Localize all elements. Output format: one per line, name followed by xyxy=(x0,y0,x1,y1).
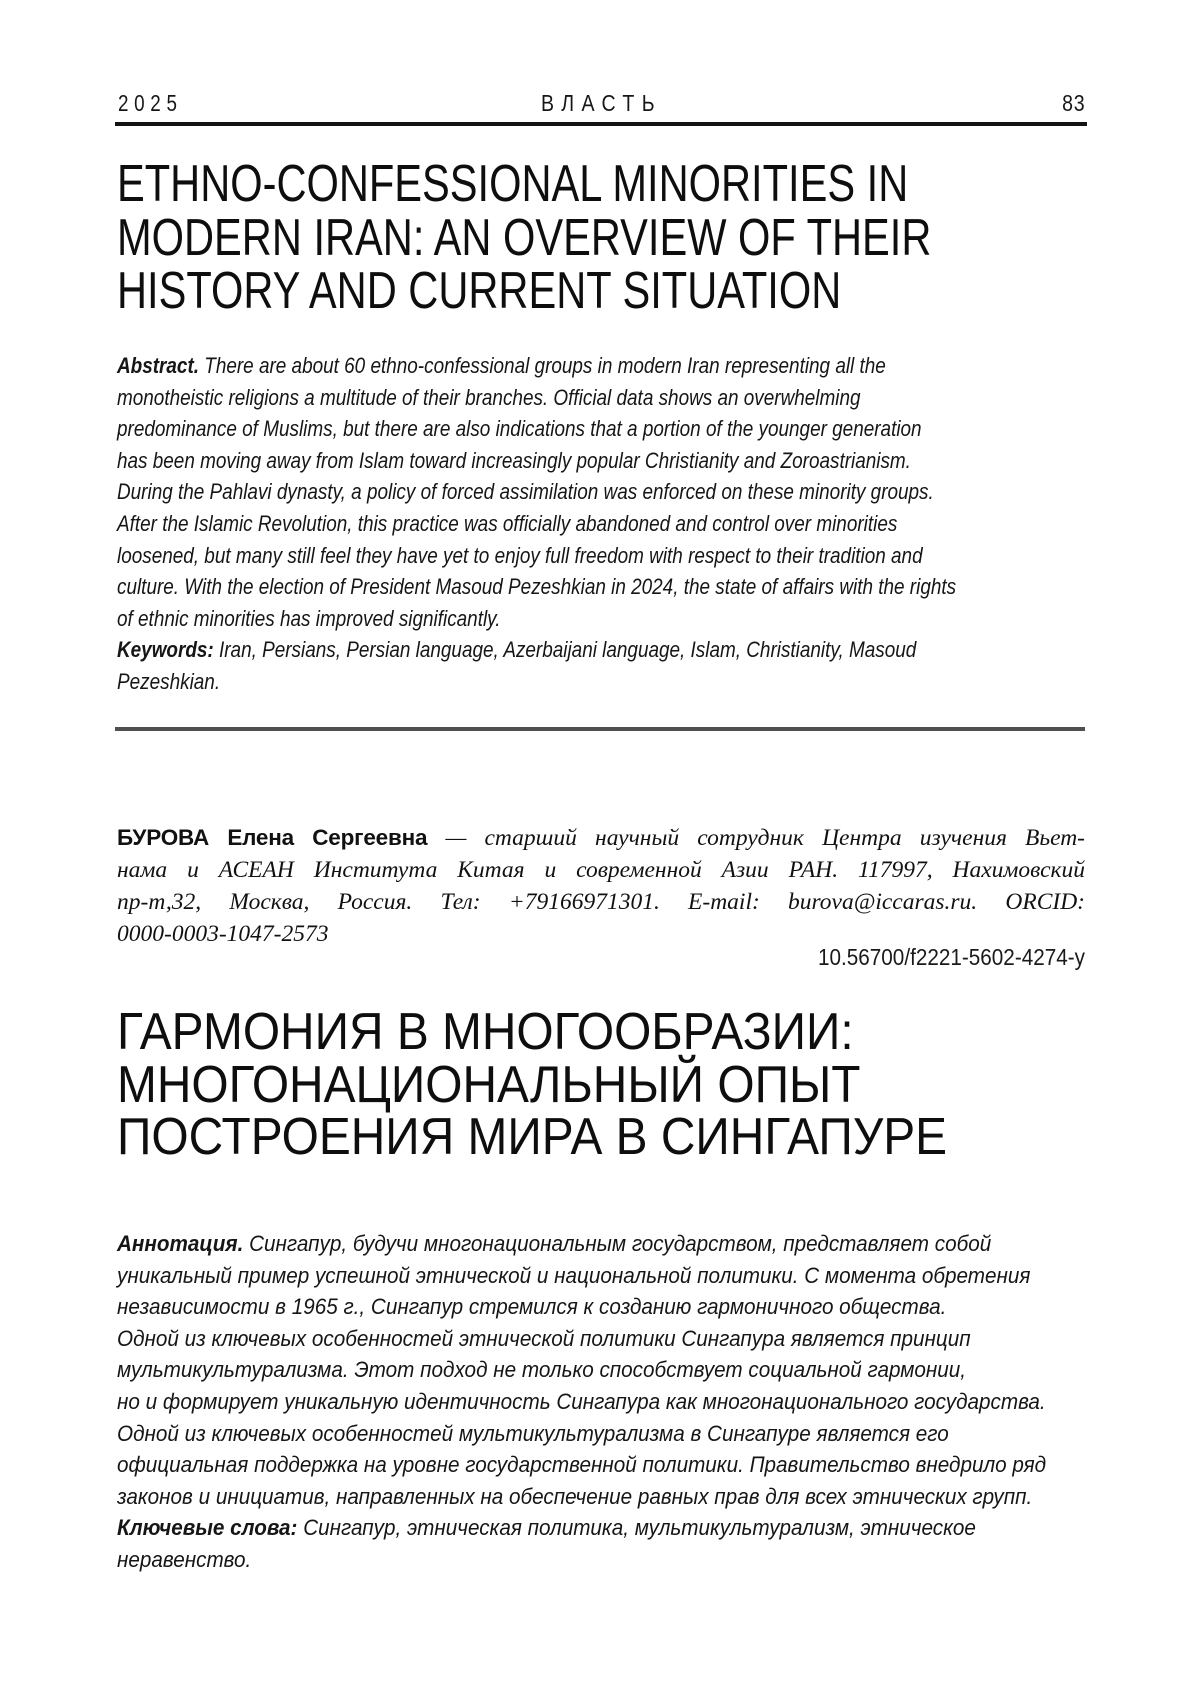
annotation-line: но и формирует уникальную идентичность Сингапура как многонационального государства. xyxy=(117,1388,1046,1414)
page-number: 83 xyxy=(1061,90,1085,116)
abstract-line: monotheistic religions a multitude of their branches. Official data shows an overwhelming xyxy=(117,384,861,410)
annotation-line: Аннотация. Сингапур, будучи многонациональным государством, представляет собой xyxy=(117,1231,992,1256)
annotation-line: Одной из ключевых особенностей мультикультурализма в Сингапуре является его xyxy=(117,1420,949,1446)
annotation-line: законов и инициатив, направленных на обеспечение равных прав для всех этнических групп. xyxy=(117,1483,1033,1509)
annotation-line: Одной из ключевых особенностей этнической политики Сингапура является принцип xyxy=(117,1325,971,1351)
running-head xyxy=(118,90,1085,120)
abstract-en xyxy=(117,350,956,698)
title-line: ETHNO-CONFESSIONAL MINORITIES IN xyxy=(117,155,909,213)
keywords-line: Keywords: Iran, Persians, Persian language, Azerbaijani language, Islam, Christianity, Masoud xyxy=(117,637,917,663)
keywords-line-ru: неравенство. xyxy=(117,1546,252,1572)
annotation-line: мультикультурализма. Этот подход не только способствует социальной гармонии, xyxy=(117,1357,967,1383)
abstract-label: Abstract. xyxy=(117,353,200,378)
article-doi: 10.56700/f2221-5602-4274-y xyxy=(817,944,1085,970)
abstract-line: predominance of Muslims, but there are also indications that a portion of the younger generation xyxy=(117,416,922,442)
keywords-line-ru: Ключевые слова: Сингапур, этническая политика, мультикультурализм, этническое xyxy=(117,1515,976,1541)
article-title-en xyxy=(117,155,932,320)
abstract-line: After the Islamic Revolution, this practice was officially abandoned and control over minorities xyxy=(117,510,898,536)
abstract-line: loosened, but many still feel they have yet to enjoy full freedom with respect to their tradition and xyxy=(117,542,923,568)
abstract-line: has been moving away from Islam toward increasingly popular Christianity and Zoroastrianism. xyxy=(117,447,911,473)
author-line: пр-т,32, Москва, Россия. Тел: +79166971301. E-mail: burova@iccaras.ru. ORCID: xyxy=(117,889,1085,915)
keywords-line: Pezeshkian. xyxy=(117,668,221,694)
author-info xyxy=(117,822,1085,950)
annotation-line: уникальный пример успешной этнической и национальной политики. С момента обретения xyxy=(117,1262,1031,1288)
keywords-label: Keywords: xyxy=(117,637,214,663)
article-title-ru xyxy=(117,1003,948,1166)
journal-title: ВЛАСТЬ xyxy=(540,90,663,116)
keywords-label-ru: Ключевые слова: xyxy=(117,1515,298,1541)
abstract-ru xyxy=(117,1228,1046,1576)
author-name: БУРОВА Елена Сергеевна xyxy=(117,825,428,850)
title-line: МНОГОНАЦИОНАЛЬНЫЙ ОПЫТ xyxy=(117,1055,861,1114)
journal-year: 2025 xyxy=(118,90,183,116)
annotation-line: официальная поддержка на уровне государственной политики. Правительство внедрило ряд xyxy=(117,1452,1047,1478)
abstract-line: Abstract. There are about 60 ethno-confessional groups in modern Iran representing all the xyxy=(117,353,886,378)
author-line: БУРОВА Елена Сергеевна — старший научный сотрудник Центра изучения Вьет- xyxy=(117,825,1086,851)
abstract-line: of ethnic minorities has improved significantly. xyxy=(117,605,501,631)
title-line: HISTORY AND CURRENT SITUATION xyxy=(117,262,842,320)
annotation-label: Аннотация. xyxy=(117,1231,244,1256)
annotation-line: независимости в 1965 г., Сингапур стремился к созданию гармоничного общества. xyxy=(117,1294,947,1320)
abstract-line: culture. With the election of President Masoud Pezeshkian in 2024, the state of affairs with the rights xyxy=(117,574,957,600)
title-line: ГАРМОНИЯ В МНОГООБРАЗИИ: xyxy=(117,1003,854,1061)
abstract-line: During the Pahlavi dynasty, a policy of forced assimilation was enforced on these minority groups. xyxy=(117,479,934,505)
title-line: MODERN IRAN: AN OVERVIEW OF THEIR xyxy=(117,208,932,267)
author-line: нама и АСЕАН Института Китая и современной Азии РАН. 117997, Нахимовский xyxy=(117,857,1085,883)
author-orcid: 0000-0003-1047-2573 xyxy=(117,921,329,947)
header-rule xyxy=(115,122,1087,126)
title-line: ПОСТРОЕНИЯ МИРА В СИНГАПУРЕ xyxy=(117,1108,948,1166)
section-divider xyxy=(115,727,1085,731)
